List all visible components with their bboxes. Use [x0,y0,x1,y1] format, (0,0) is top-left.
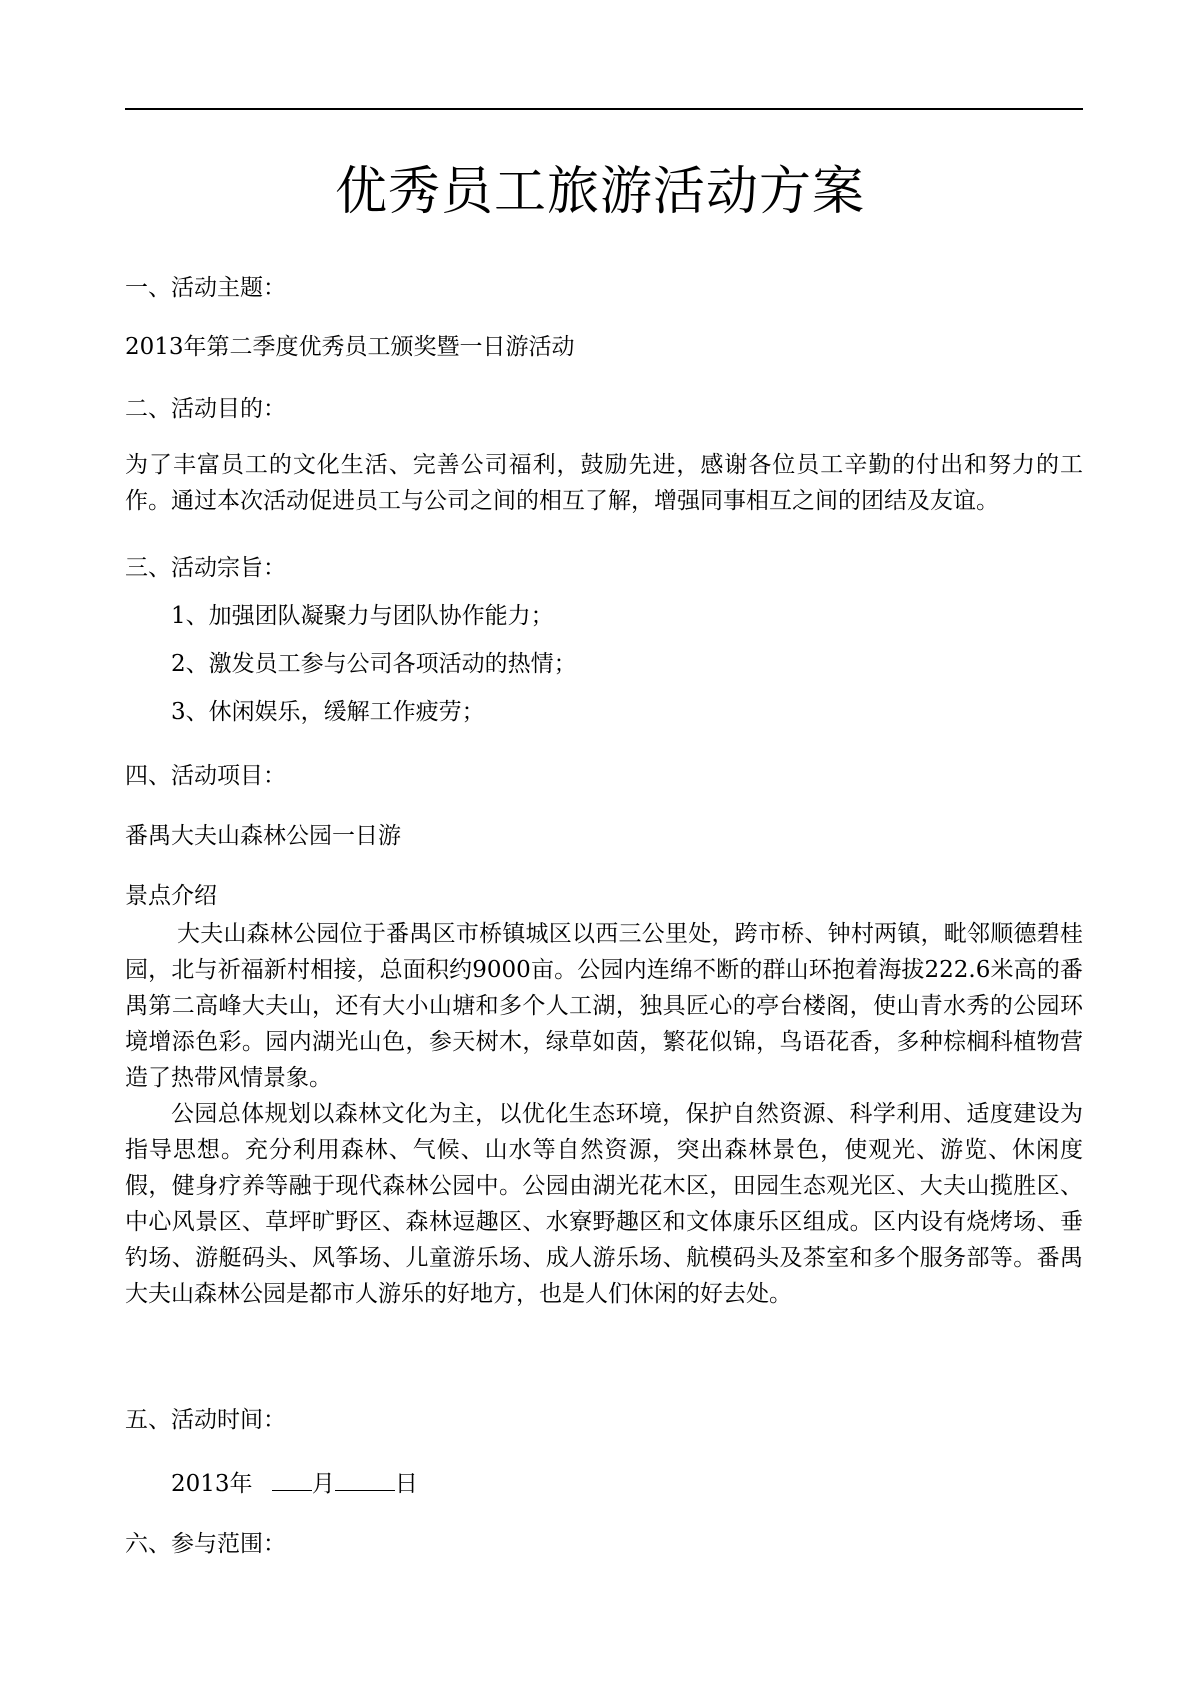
section-2-heading: 二、活动目的： [125,396,286,422]
section-3-heading: 三、活动宗旨： [125,555,286,581]
section-4-intro-label: 景点介绍 [125,883,217,909]
section-1-heading: 一、活动主题： [125,275,286,301]
section-4-intro-paragraph-1: 大夫山森林公园位于番禺区市桥镇城区以西三公里处，跨市桥、钟村两镇，毗邻顺德碧桂园，北与祈福新村相接，总面积约9000亩。公园内连绵不断的群山环抱着海拔222.6米高的番禺第二高峰大夫山，还有大小山塘和多个人工湖，独具匠心的亭台楼阁，使山青水秀的公园环境增添色彩。园内湖光山色，参天树木，绿草如茵，繁花似锦，鸟语花香，多种棕榈科植物营造了热带风情景象。 [125,921,1083,1091]
day-blank [335,1466,395,1491]
section-5-heading: 五、活动时间： [125,1407,286,1433]
section-4-intro-paragraph-2: 公园总体规划以森林文化为主，以优化生态环境，保护自然资源、科学利用、适度建设为指导思想。充分利用森林、气候、山水等自然资源，突出森林景色，使观光、游览、休闲度假，健身疗养等融于现代森林公园中。公园由湖光花木区，田园生态观光区、大夫山揽胜区、中心风景区、草坪旷野区、森林逗趣区、水寮野趣区和文体康乐区组成。区内设有烧烤场、垂钓场、游艇码头、风筝场、儿童游乐场、成人游乐场、航模码头及茶室和多个服务部等。番禺大夫山森林公园是都市人游乐的好地方，也是人们休闲的好去处。 [125,1101,1083,1307]
section-2-text: 为了丰富员工的文化生活、完善公司福利，鼓励先进，感谢各位员工辛勤的付出和努力的工作。通过本次活动促进员工与公司之间的相互了解，增强同事相互之间的团结及友谊。 [125,452,1083,514]
date-day: 日 [394,1471,418,1497]
header-rule [125,108,1083,110]
section-3-item: 2、激发员工参与公司各项活动的热情； [171,651,577,677]
section-4-heading: 四、活动项目： [125,763,286,789]
section-1-text: 2013年第二季度优秀员工颁奖暨一日游活动 [125,334,575,360]
month-blank [272,1466,312,1491]
section-4-text: 番禺大夫山森林公园一日游 [125,823,401,849]
section-3-item: 3、休闲娱乐，缓解工作疲劳； [171,699,485,725]
date-year: 2013年 [171,1471,253,1497]
date-month: 月 [311,1471,335,1497]
document-title: 优秀员工旅游活动方案 [334,162,865,222]
section-3-item: 1、加强团队凝聚力与团队协作能力； [171,603,554,629]
section-6-heading: 六、参与范围： [125,1531,286,1557]
section-5-date [171,1466,418,1500]
